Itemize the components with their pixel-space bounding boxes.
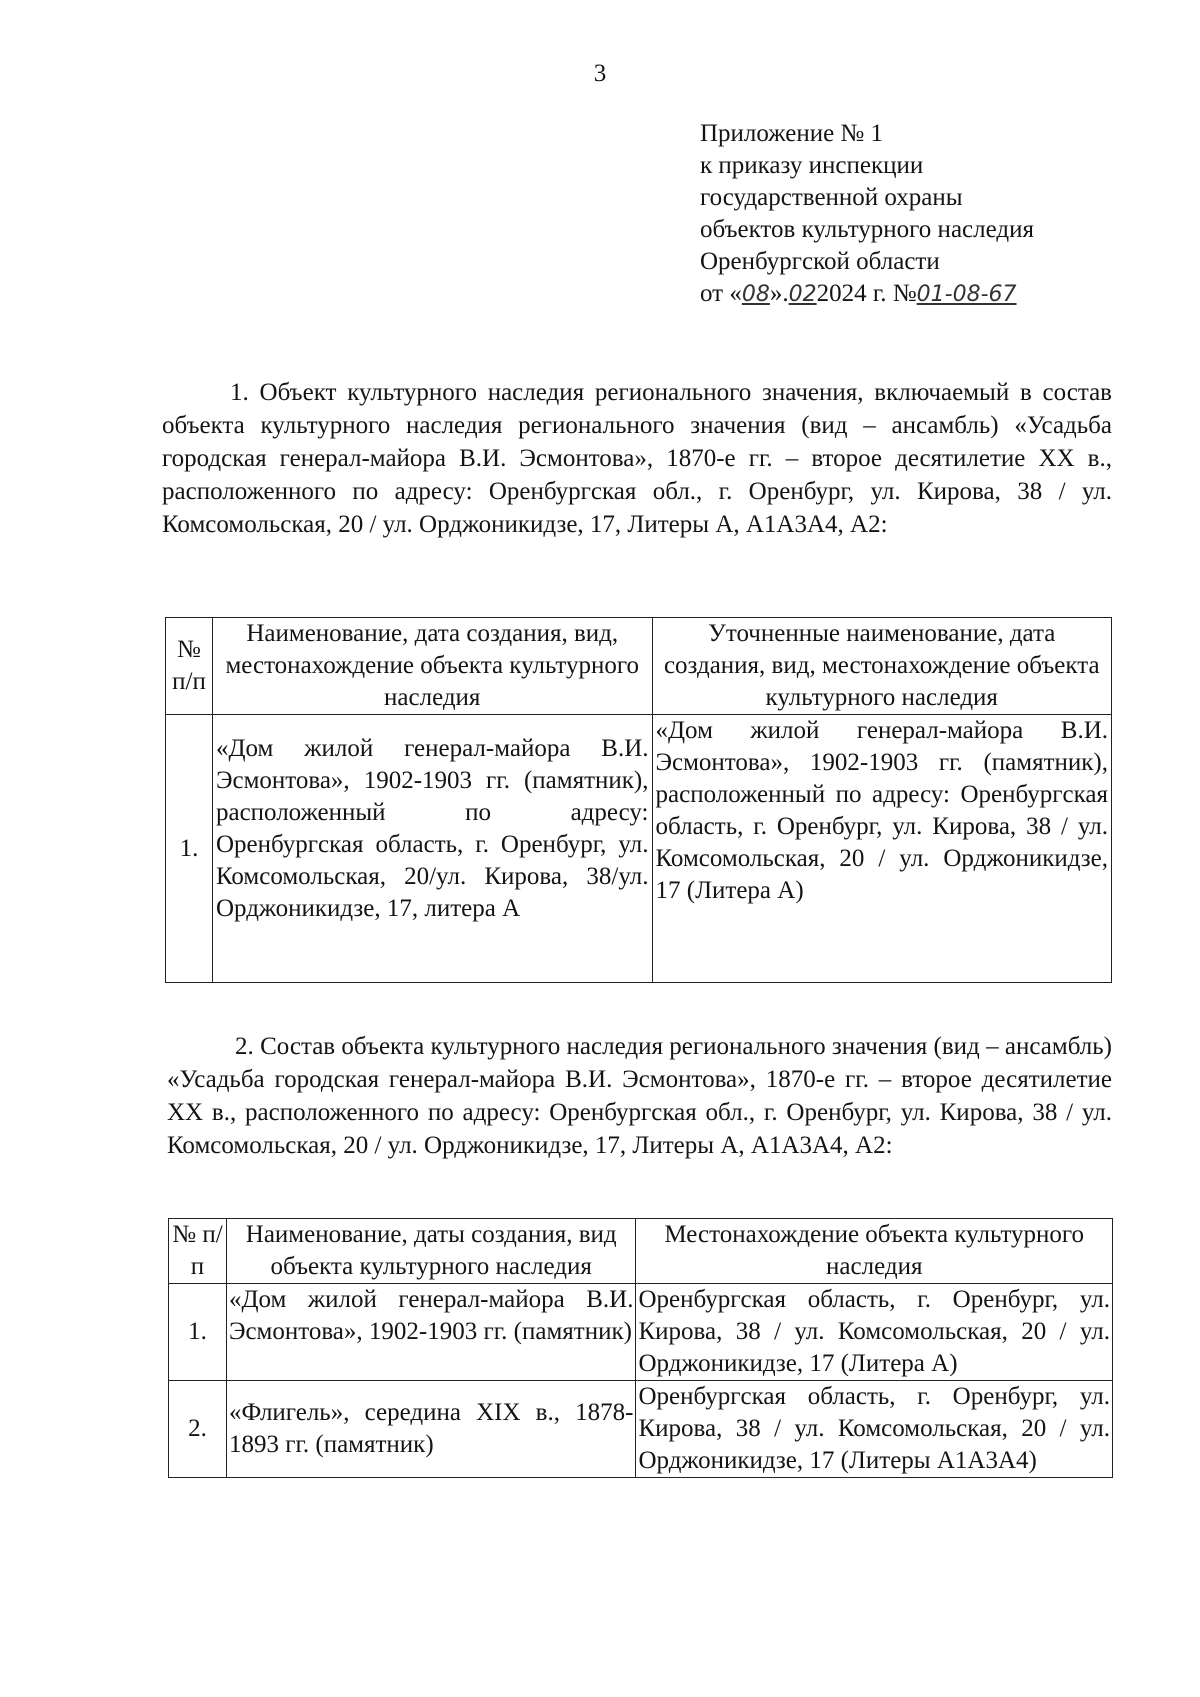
approval-line: к приказу инспекции — [700, 152, 924, 179]
approval-line: Оренбургской области — [700, 248, 940, 275]
approval-line: объектов культурного наследия — [700, 216, 1034, 243]
header-refined: Уточненные наименование, дата создания, вид, местонахождение объекта культурного наследия — [652, 618, 1112, 715]
table-row — [169, 1284, 1113, 1381]
approval-date-line — [700, 278, 1034, 311]
row-name: «Дом жилой генерал-майора В.И. Эсмонтова», 1902-1903 гг. (памятник) — [226, 1284, 636, 1381]
handwritten-day: 08 — [741, 282, 770, 307]
row-location: Оренбургская область, г. Оренбург, ул. Кирова, 38 / ул. Комсомольская, 20 / ул. Орджоникидзе, 17 (Литеры А1А3А4) — [636, 1381, 1113, 1478]
handwritten-order-number: 01-08-67 — [916, 282, 1017, 307]
table-header-row — [169, 1219, 1113, 1284]
header-number: № п/п — [166, 618, 213, 715]
row-refined: «Дом жилой генерал-майора В.И. Эсмонтова», 1902-1903 гг. (памятник), расположенный по адресу: Оренбургская область, г. Оренбург, ул. Кирова, 38 / ул. Комсомольская, 20 / ул. Орджоникидзе, 17 (Литера А) — [652, 715, 1112, 983]
section-1-paragraph: 1. Объект культурного наследия регионального значения, включаемый в состав объекта культурного наследия регионального значения (вид – ансамбль) «Усадьба городская генерал-майора В.И. Эсмонтова», 1870-е гг. – второе десятилетие XX в., расположенного по адресу: Оренбургская обл., г. Оренбург, ул. Кирова, 38 / ул. Комсомольская, 20 / ул. Орджоникидзе, 17, Литеры А, А1А3А4, А2: — [162, 379, 1112, 538]
year-and-number-label: 2024 г. № — [816, 280, 917, 307]
approval-line: государственной охраны — [700, 184, 963, 211]
header-name: Наименование, даты создания, вид объекта культурного наследия — [226, 1219, 636, 1284]
row-number: 1. — [169, 1284, 227, 1381]
row-number: 1. — [166, 715, 213, 983]
row-name: «Дом жилой генерал-майора В.И. Эсмонтова», 1902-1903 гг. (памятник), расположенный по адресу: Оренбургская область, г. Оренбург, ул. Комсомольская, 20/ул. Кирова, 38/ул. Орджоникидзе, 17, литера А — [212, 715, 652, 983]
handwritten-month: 02 — [788, 282, 817, 307]
row-name: «Флигель», середина XIX в., 1878-1893 гг. (памятник) — [226, 1381, 636, 1478]
approval-title: Приложение № 1 — [700, 120, 884, 147]
page-number: 3 — [593, 60, 607, 87]
date-prefix: от « — [700, 280, 742, 307]
section-1-table — [165, 617, 1112, 983]
table-row — [166, 715, 1112, 983]
header-location: Местонахождение объекта культурного наследия — [636, 1219, 1113, 1284]
row-location: Оренбургская область, г. Оренбург, ул. Кирова, 38 / ул. Комсомольская, 20 / ул. Орджоникидзе, 17 (Литера А) — [636, 1284, 1113, 1381]
table-header-row — [166, 618, 1112, 715]
approval-block — [700, 118, 1034, 311]
date-separator: ». — [769, 280, 789, 307]
section-2-paragraph: 2. Состав объекта культурного наследия регионального значения (вид – ансамбль) «Усадьба городская генерал-майора В.И. Эсмонтова», 1870-е гг. – второе десятилетие XX в., расположенного по адресу: Оренбургская обл., г. Оренбург, ул. Кирова, 38 / ул. Комсомольская, 20 / ул. Орджоникидзе, 17, Литеры А, А1А3А4, А2: — [167, 1033, 1112, 1159]
section-2-table — [168, 1218, 1113, 1478]
header-name: Наименование, дата создания, вид, местонахождение объекта культурного наследия — [212, 618, 652, 715]
table-row — [169, 1381, 1113, 1478]
row-number: 2. — [169, 1381, 227, 1478]
header-number: № п/п — [169, 1219, 227, 1284]
